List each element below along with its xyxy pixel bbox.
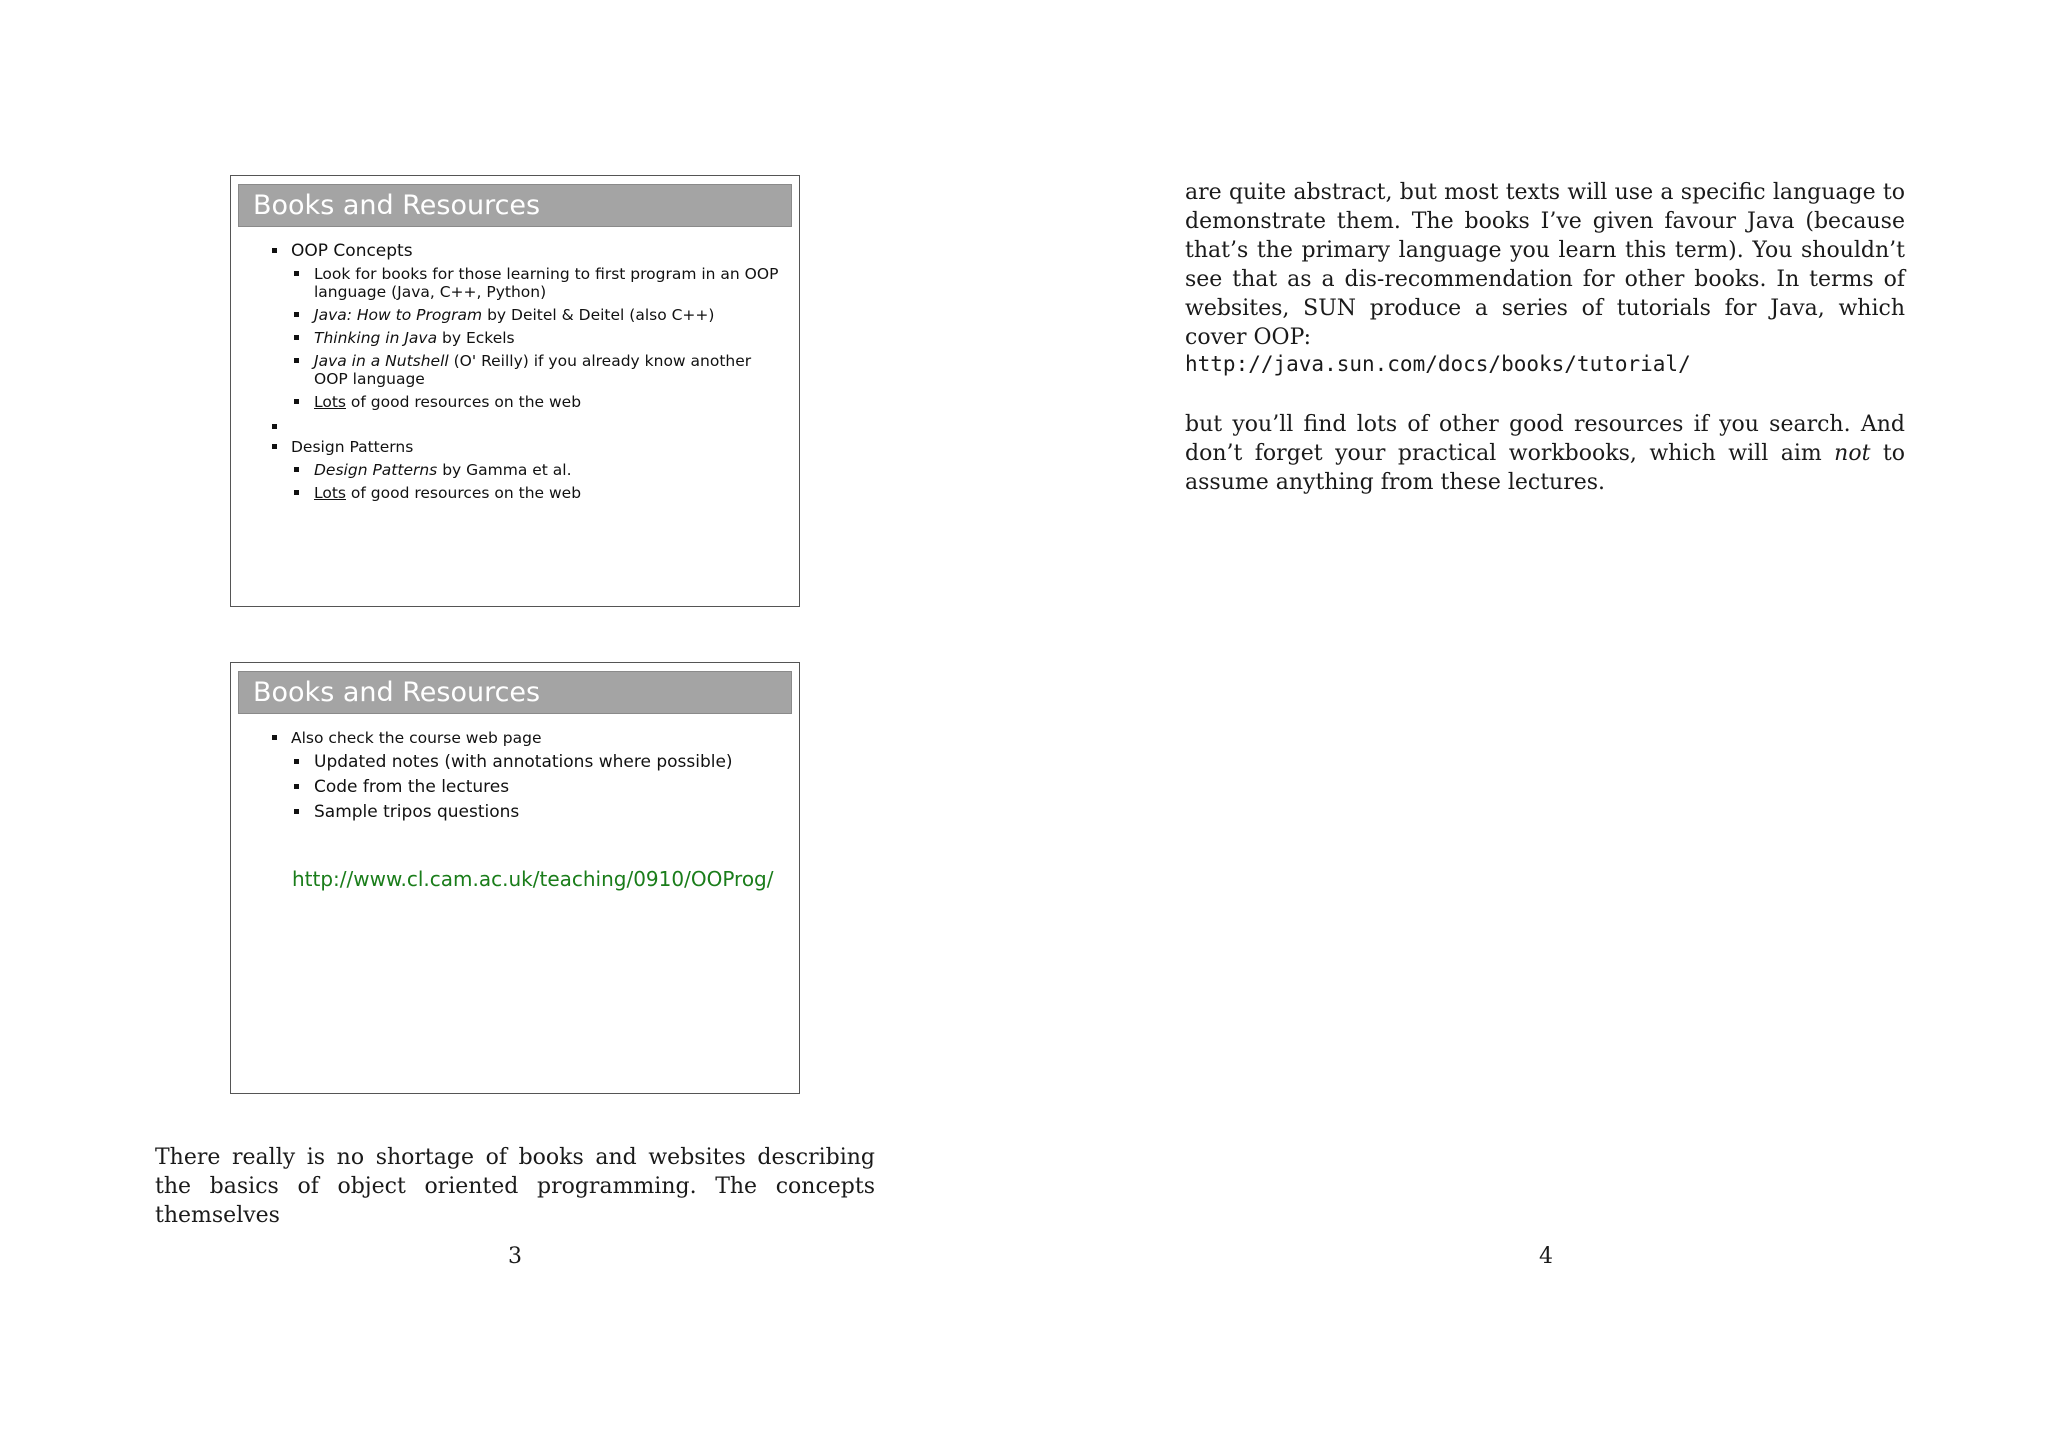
underlined-word: Lots: [314, 393, 346, 411]
slide-books-resources-1: [230, 175, 800, 607]
list-item: [291, 306, 789, 324]
slide-title: Books and Resources: [238, 184, 792, 227]
course-url-link[interactable]: http://www.cl.cam.ac.uk/teaching/0910/OOProg/: [292, 867, 774, 891]
list-item: [291, 265, 789, 301]
page-number-right: 4: [1539, 1244, 1553, 1269]
item-text: by Deitel & Deitel (also C++): [482, 306, 715, 324]
list-item: [291, 352, 789, 388]
paragraph-text: but you’ll find lots of other good resources if you search. And don’t forget your practical workbooks, which will aim: [1185, 412, 1905, 466]
left-page-paragraph: There really is no shortage of books and websites describing the basics of object oriented programming. The concepts themselves: [155, 1145, 875, 1228]
slide-body: [269, 727, 789, 827]
bullet-list: [269, 240, 789, 502]
right-page-paragraph-2: [1185, 410, 1905, 497]
slide-body: [269, 240, 789, 507]
list-item: Updated notes (with annotations where possible): [291, 752, 789, 772]
bullet-heading: OOP Concepts: [291, 241, 413, 261]
sub-bullet-list: [291, 461, 789, 502]
list-item: Code from the lectures: [291, 777, 789, 797]
tutorial-url: http://java.sun.com/docs/books/tutorial/: [1185, 352, 1691, 376]
bullet-heading: Design Patterns: [291, 438, 414, 456]
bullet-list: [269, 727, 789, 822]
bullet-oop-concepts: [269, 240, 789, 411]
book-title: Thinking in Java: [314, 329, 438, 347]
slide-title: Books and Resources: [238, 671, 792, 714]
item-text: Look for books for those learning to first program in an OOP language (Java, C++, Python): [314, 265, 779, 301]
item-text: (O' Reilly) if you already know another OOP language: [314, 352, 752, 388]
item-text: of good resources on the web: [346, 484, 582, 502]
bullet-heading: Also check the course web page: [291, 729, 542, 747]
page-number-left: 3: [508, 1244, 522, 1269]
list-item: [291, 461, 789, 479]
right-page-paragraph-1: are quite abstract, but most texts will use a specific language to demonstrate them. The books I’ve given favour Java (because that’s the primary language you learn this term). You shouldn’t see that as a dis-recommendation for other books. In terms of websites, SUN produce a series of tutorials for Java, which cover OOP:: [1185, 180, 1905, 350]
book-title: Java: How to Program: [314, 306, 483, 324]
spacer: [269, 416, 789, 436]
list-item: [291, 329, 789, 347]
list-item: [291, 484, 789, 502]
paragraph-text: to assume anything from these lectures.: [1185, 441, 1905, 495]
item-text: by Eckels: [437, 329, 515, 347]
slide-books-resources-2: [230, 662, 800, 1094]
sub-bullet-list: [291, 265, 789, 411]
item-text: of good resources on the web: [346, 393, 582, 411]
bullet-design-patterns: [269, 436, 789, 502]
underlined-word: Lots: [314, 484, 346, 502]
emphasis-not: not: [1834, 441, 1871, 466]
bullet-course-web-page: [269, 727, 789, 822]
book-title: Design Patterns: [314, 461, 438, 479]
list-item: Sample tripos questions: [291, 802, 789, 822]
sub-bullet-list: [291, 752, 789, 822]
book-title: Java in a Nutshell: [314, 352, 449, 370]
item-text: by Gamma et al.: [437, 461, 572, 479]
list-item: [291, 393, 789, 411]
